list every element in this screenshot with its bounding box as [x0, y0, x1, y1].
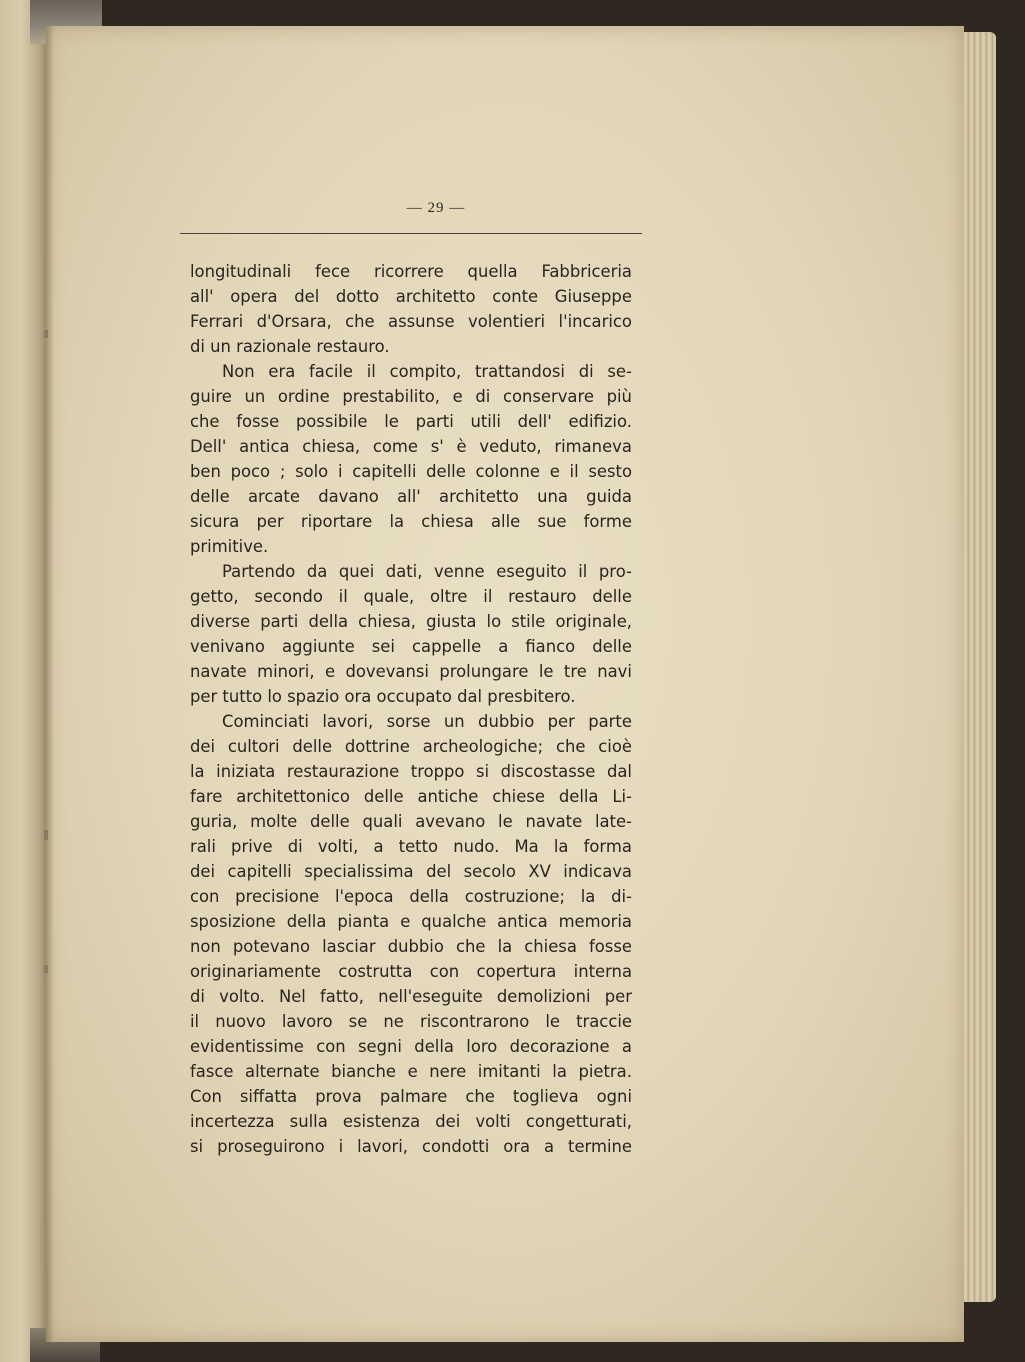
text-line: primitive.	[190, 537, 269, 556]
gutter-mark	[44, 330, 48, 338]
text-line: venivano aggiunte sei cappelle a fianco delle	[190, 637, 632, 656]
text-line: navate minori, e dovevansi prolungare le tre navi	[190, 662, 632, 681]
text-line: non potevano lasciar dubbio che la chiesa fosse	[190, 937, 632, 956]
text-line: guria, molte delle quali avevano le navate late-	[190, 812, 632, 831]
gutter-mark	[44, 965, 48, 973]
text-line: getto, secondo il quale, oltre il restauro delle	[190, 587, 632, 606]
book-gutter	[0, 0, 48, 1362]
text-line: delle arcate davano all' architetto una guida	[190, 487, 632, 506]
text-line: che fosse possibile le parti utili dell' edifizio.	[190, 412, 632, 431]
text-line: incertezza sulla esistenza dei volti congetturati,	[190, 1112, 632, 1131]
header-rule	[180, 233, 642, 234]
text-line: originariamente costrutta con copertura interna	[190, 962, 632, 981]
text-line: Con siffatta prova palmare che toglieva ogni	[190, 1087, 632, 1106]
text-line: la iniziata restaurazione troppo si discostasse dal	[190, 762, 632, 781]
page-fold-shadow	[46, 26, 54, 1342]
text-line: longitudinali fece ricorrere quella Fabbriceria	[190, 262, 632, 281]
text-line: sicura per riportare la chiesa alle sue forme	[190, 512, 632, 531]
text-line: Dell' antica chiesa, come s' è veduto, rimaneva	[190, 437, 632, 456]
text-line: fare architettonico delle antiche chiese della Li-	[190, 787, 632, 806]
text-line: guire un ordine prestabilito, e di conservare più	[190, 387, 632, 406]
body-text	[190, 259, 632, 1159]
text-line: Non era facile il compito, trattandosi di se-	[222, 362, 632, 381]
text-line: rali prive di volti, a tetto nudo. Ma la forma	[190, 837, 632, 856]
text-line: ben poco ; solo i capitelli delle colonne e il sesto	[190, 462, 632, 481]
text-line: diverse parti della chiesa, giusta lo stile originale,	[190, 612, 632, 631]
text-line: di un razionale restauro.	[190, 337, 390, 356]
text-line: per tutto lo spazio ora occupato dal presbitero.	[190, 687, 576, 706]
text-line: evidentissime con segni della loro decorazione a	[190, 1037, 632, 1056]
text-line: dei cultori delle dottrine archeologiche; che cioè	[190, 737, 632, 756]
text-line: Cominciati lavori, sorse un dubbio per parte	[222, 712, 632, 731]
page-number: — 29 —	[406, 200, 466, 216]
gutter-mark	[44, 830, 48, 840]
text-line: dei capitelli specialissima del secolo XV indicava	[190, 862, 632, 881]
text-line: di volto. Nel fatto, nell'eseguite demolizioni per	[190, 987, 632, 1006]
text-line: Partendo da quei dati, venne eseguito il pro-	[222, 562, 632, 581]
text-line: il nuovo lavoro se ne riscontrarono le traccie	[190, 1012, 632, 1031]
text-line: sposizione della pianta e qualche antica memoria	[190, 912, 632, 931]
book-page	[46, 26, 964, 1342]
text-line: Ferrari d'Orsara, che assunse volentieri l'incarico	[190, 312, 632, 331]
text-line: con precisione l'epoca della costruzione; la di-	[190, 887, 632, 906]
text-line: si proseguirono i lavori, condotti ora a termine	[190, 1137, 632, 1156]
text-line: fasce alternate bianche e nere imitanti la pietra.	[190, 1062, 632, 1081]
text-line: all' opera del dotto architetto conte Giuseppe	[190, 287, 632, 306]
